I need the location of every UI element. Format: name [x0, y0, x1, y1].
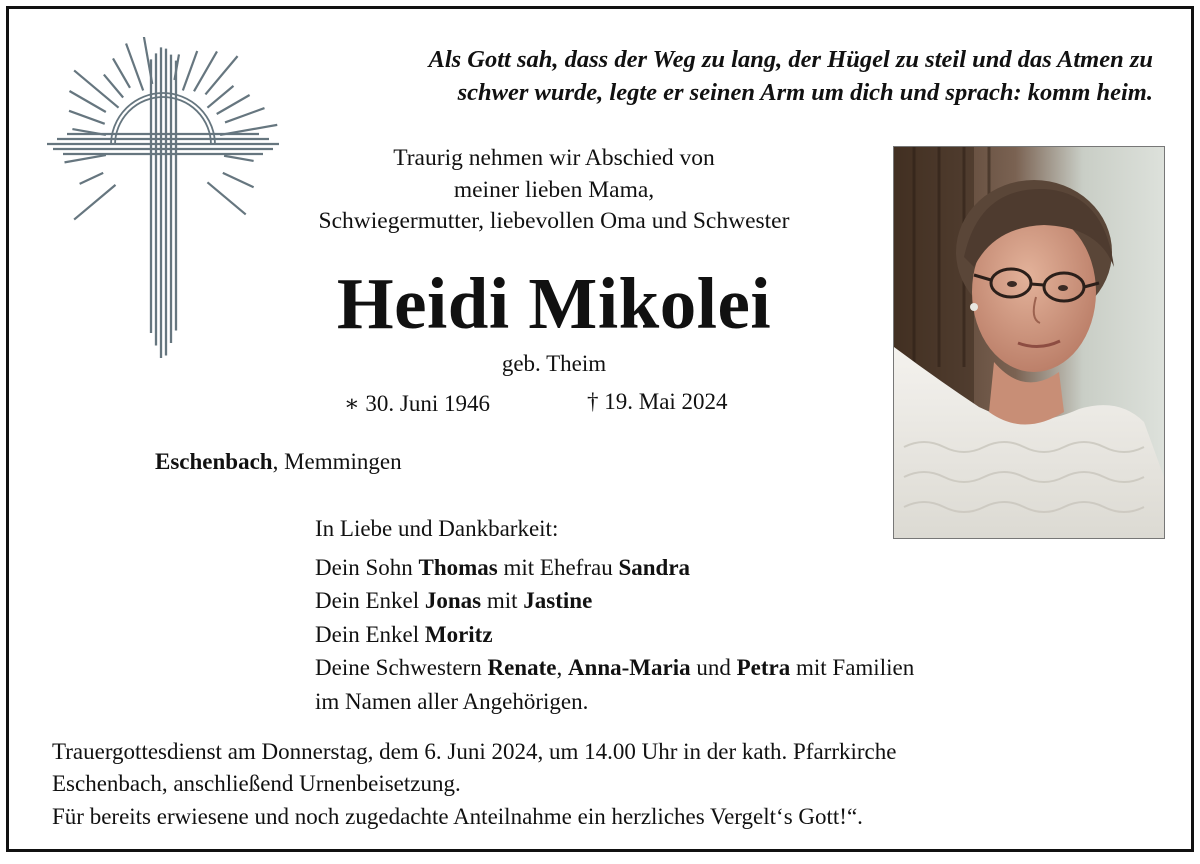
service-line-1: Trauergottesdienst am Donnerstag, dem 6. Juni 2024, um 14.00 Uhr in der kath. Pfarrkirche — [52, 739, 897, 764]
thanks-note: Für bereits erwiesene und noch zugedachte Anteilnahme ein herzliches Vergelt‘s Gott!“. — [52, 804, 863, 829]
mourner-name: Renate — [487, 655, 557, 680]
mourner-name: Moritz — [424, 621, 493, 647]
relation: Dein Sohn — [315, 554, 413, 580]
quote-line-1: Als Gott sah, dass der Weg zu lang, der Hügel zu steil und das Atmen zu — [428, 46, 1153, 73]
radiant-cross-icon — [41, 37, 287, 373]
mourner-row — [315, 618, 914, 652]
service-line-2: Eschenbach, anschließend Urnenbeisetzung. — [52, 771, 461, 796]
mourner-name: Sandra — [618, 554, 691, 580]
obituary-card — [6, 6, 1194, 852]
farewell-intro — [254, 143, 854, 238]
memorial-quote — [253, 43, 1153, 109]
mourner-row — [315, 551, 914, 585]
mourner-row — [315, 584, 914, 618]
mourner-row — [315, 651, 914, 685]
place-primary: Eschenbach — [155, 449, 273, 474]
mourner-name: Jastine — [523, 588, 593, 613]
place-secondary: Memmingen — [284, 449, 402, 474]
maiden-name: geb. Theim — [501, 351, 607, 376]
mourners-list — [315, 512, 914, 718]
separator: , — [556, 655, 563, 680]
birth-star-icon: ∗ — [344, 391, 360, 416]
places — [155, 449, 402, 475]
intro-line-1: Traurig nehmen wir Abschied von — [393, 145, 715, 171]
conjunction: und — [696, 655, 731, 680]
death-date: 19. Mai 2024 — [604, 389, 728, 414]
death-date-line — [587, 389, 728, 415]
intro-line-2: meiner lieben Mama, — [453, 176, 655, 203]
relation: Dein Enkel — [315, 621, 420, 647]
mourner-name: Anna-Maria — [567, 655, 691, 680]
mourner-name: Thomas — [418, 554, 498, 580]
relation: mit Familien — [796, 655, 915, 680]
intro-line-3: Schwiegermutter, liebevollen Oma und Schwester — [318, 208, 790, 234]
portrait-photo — [893, 146, 1165, 539]
deceased-name: Heidi Mikolei — [336, 263, 772, 344]
relation: mit — [486, 588, 518, 613]
relation: Dein Enkel — [315, 588, 420, 613]
birth-date-line — [344, 391, 490, 417]
mourners-closing: im Namen aller Angehörigen. — [315, 688, 589, 714]
relation: mit Ehefrau — [503, 554, 613, 580]
funeral-service-info — [52, 736, 1162, 800]
death-cross-icon: † — [587, 389, 599, 414]
quote-line-2: schwer wurde, legte er seinen Arm um dich und sprach: komm heim. — [457, 79, 1153, 106]
place-separator: , — [272, 449, 279, 474]
mourner-name: Petra — [736, 655, 791, 680]
relation: Deine Schwestern — [315, 655, 482, 680]
birth-date: 30. Juni 1946 — [365, 391, 490, 416]
mourner-name: Jonas — [424, 588, 482, 613]
mourners-heading: In Liebe und Dankbarkeit: — [315, 516, 559, 541]
